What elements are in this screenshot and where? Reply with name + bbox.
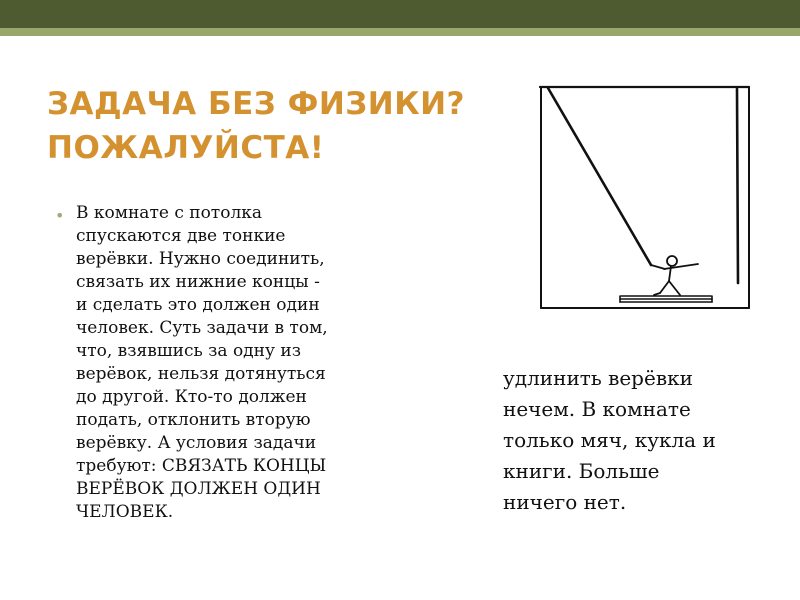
note-line: нечем. В комнате [503,397,691,421]
text-line: подать, отклонить вторую [76,410,311,430]
slide-title [47,82,517,170]
text-line: ВЕРЁВОК ДОЛЖЕН ОДИН [76,479,321,499]
text-line: что, взявшись за одну из [76,341,301,361]
text-line: В комнате с потолка [76,203,263,223]
note-line: удлинить верёвки [503,366,693,390]
text-line: верёвку. А условия задачи [76,433,317,453]
text-line: верёвок, нельзя дотянуться [76,364,326,384]
note-line: только мяч, кукла и [503,428,716,452]
title-line-1: ЗАДАЧА БЕЗ ФИЗИКИ? [47,86,465,122]
text-line: требуют: СВЯЗАТЬ КОНЦЫ [76,456,327,476]
note-line: книги. Больше [503,459,660,483]
books-stack [620,296,712,302]
person-figure [651,256,698,295]
title-line-2: ПОЖАЛУЙСТА! [47,130,325,166]
text-line: ЧЕЛОВЕК. [76,502,174,522]
text-line: связать их нижние концы - [76,272,320,292]
header-stripe [0,28,800,36]
text-line: до другой. Кто-то должен [76,387,307,407]
rope-puzzle-illustration [536,83,754,311]
rope-right [737,89,738,283]
note-line: ничего нет. [503,490,627,514]
text-line: человек. Суть задачи в том, [76,318,328,338]
bullet-text [76,202,416,524]
bullet-dot-icon: • [55,206,65,225]
note-text [503,363,793,518]
text-line: верёвки. Нужно соединить, [76,249,325,269]
text-line: и сделать это должен один [76,295,320,315]
text-line: спускаются две тонкие [76,226,286,246]
rope-left [548,88,651,265]
header-bar [0,0,800,28]
